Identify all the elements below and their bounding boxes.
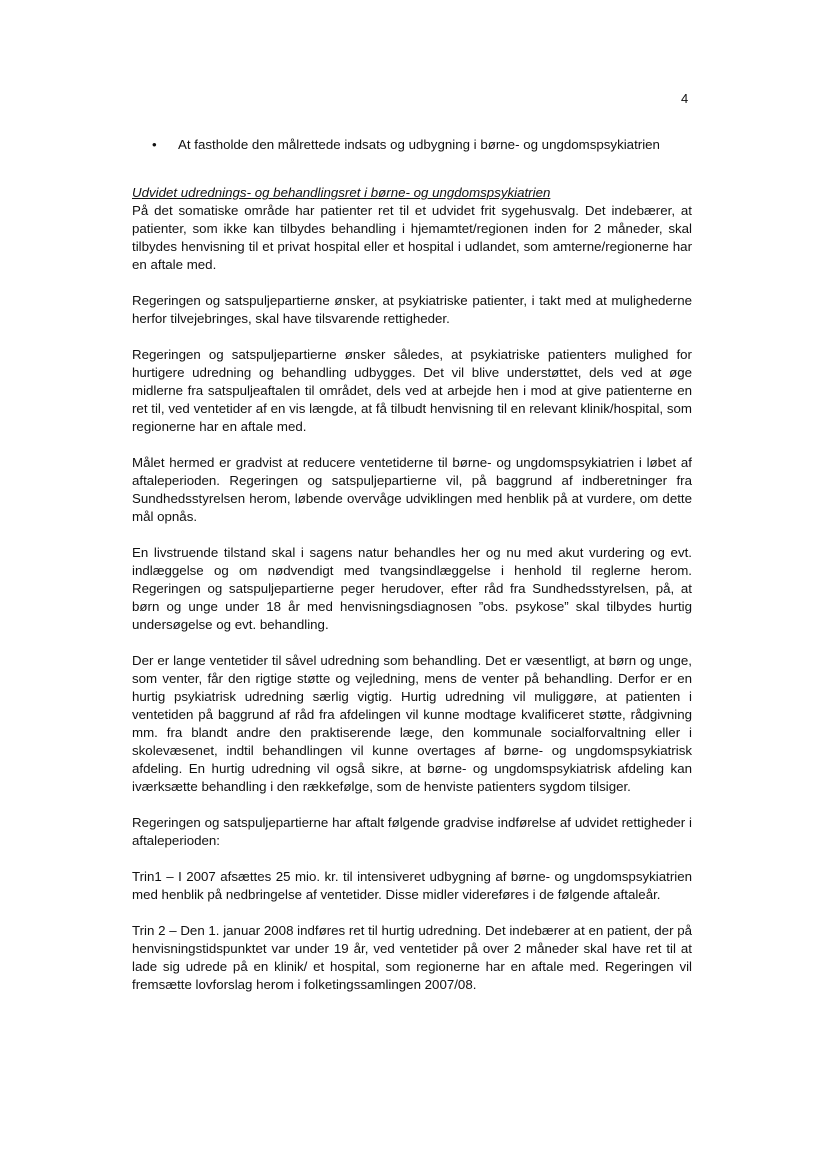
- bullet-item: [132, 136, 692, 154]
- paragraph: Regeringen og satspuljepartierne har aftalt følgende gradvise indførelse af udvidet rettigheder i aftaleperioden:: [132, 815, 692, 848]
- paragraph: En livstruende tilstand skal i sagens natur behandles her og nu med akut vurdering og evt. indlæggelse og om nødvendigt med tvangsindlæggelse i henhold til reglerne herom. Regeringen og satspuljepartierne peger herudover, efter råd fra Sundhedsstyrelsen, på, at børn og unge under 18 år med henvisningsdiagnosen ”obs. psykose” skal tilbydes hurtig undersøgelse og evt. behandling.: [132, 545, 692, 632]
- paragraph: Regeringen og satspuljepartierne ønsker således, at psykiatriske patienters mulighed for hurtigere udredning og behandling udbygges. Det vil blive understøttet, dels ved at øge midlerne fra satspuljeaftalen til området, dels ved at arbejde hen i mod at give patienterne en ret til, ved ventetider af en vis længde, at få tilbudt henvisning til en relevant klinik/hospital, som regionerne har en aftale med.: [132, 347, 692, 434]
- paragraph: Trin1 – I 2007 afsættes 25 mio. kr. til intensiveret udbygning af børne- og ungdomspsykiatrien med henblik på nedbringelse af ventetider. Disse midler videreføres i de følgende aftaleår.: [132, 869, 692, 902]
- document-body: [132, 136, 692, 1012]
- paragraph: Regeringen og satspuljepartierne ønsker, at psykiatriske patienter, i takt med at mulighederne herfor tilvejebringes, skal have tilsvarende rettigheder.: [132, 293, 692, 326]
- paragraph: Der er lange ventetider til såvel udredning som behandling. Det er væsentligt, at børn og unge, som venter, får den rigtige støtte og vejledning, mens de venter på behandling. Derfor er en hurtig psykiatrisk udredning særlig vigtig. Hurtig udredning vil muliggøre, at patienten i ventetiden på baggrund af råd fra afdelingen vil kunne modtage kvalificeret støtte, rådgivning mm. fra blandt andre den praktiserende læge, den kommunale socialforvaltning eller i skolevæsenet, indtil behandlingen vil kunne overtages af børne- og ungdomspsykiatrisk afdeling. En hurtig udredning vil også sikre, at børne- og ungdomspsykiatrisk afdeling kan iværksætte behandling i den rækkefølge, som de henviste patienters sygdom tilsiger.: [132, 653, 692, 794]
- bullet-text: At fastholde den målrettede indsats og udbygning i børne- og ungdomspsykiatrien: [178, 137, 660, 152]
- paragraph: Målet hermed er gradvist at reducere ventetiderne til børne- og ungdomspsykiatrien i løbet af aftaleperioden. Regeringen og satspuljepartierne vil, på baggrund af indberetninger fra Sundhedsstyrelsen herom, løbende overvåge udviklingen med henblik på at vurdere, om dette mål opnås.: [132, 455, 692, 524]
- section-heading: Udvidet udrednings- og behandlingsret i børne- og ungdomspsykiatrien: [132, 185, 551, 200]
- bullet-icon: •: [152, 137, 157, 152]
- paragraph: På det somatiske område har patienter ret til et udvidet frit sygehusvalg. Det indebærer, at patienter, som ikke kan tilbydes behandling i hjemamtet/regionen inden for 2 måneder, skal tilbydes henvisning til et privat hospital eller et hospital i udlandet, som amterne/regionerne har en aftale med.: [132, 203, 692, 272]
- paragraph: Trin 2 – Den 1. januar 2008 indføres ret til hurtig udredning. Det indebærer at en patient, der på henvisningstidspunktet var under 19 år, ved ventetider på over 2 måneder skal have ret til at lade sig udrede på en klinik/ et hospital, som regionerne har en aftale med. Regeringen vil fremsætte lovforslag herom i folketingssamlingen 2007/08.: [132, 923, 692, 992]
- page-number: 4: [681, 91, 689, 106]
